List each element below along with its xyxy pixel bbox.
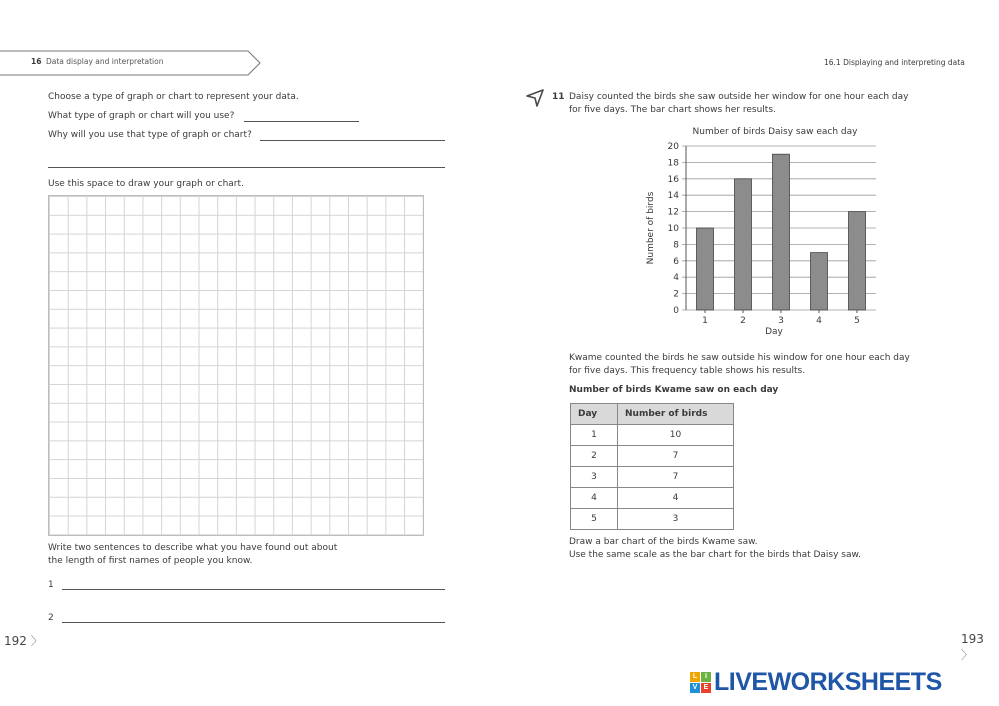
send-arrow-icon: [526, 89, 544, 107]
chart-bars: [697, 154, 866, 310]
chart-bar: [735, 179, 752, 310]
kwame-frequency-table: [570, 403, 734, 530]
liveworksheets-logo[interactable]: [690, 668, 942, 697]
write-instruction-line-1: Write two sentences to describe what you have found out about: [48, 543, 338, 553]
write-instruction-line-2: the length of first names of people you know.: [48, 556, 253, 566]
chart-y-tick-label: 0: [673, 306, 679, 316]
chart-x-tick-label: 1: [702, 316, 708, 326]
chart-x-tick-label: 5: [854, 316, 860, 326]
answer-number-1: 1: [48, 580, 54, 590]
chart-y-tick-label: 4: [673, 273, 679, 284]
chart-why-question: Why will you use that type of graph or chart?: [48, 130, 252, 140]
chart-y-tick-label: 18: [667, 158, 679, 169]
table-row: [571, 509, 734, 530]
chart-x-tick-label: 4: [816, 316, 822, 326]
right-page-number-text: 193: [961, 632, 984, 646]
table-title: Number of birds Kwame saw on each day: [569, 385, 779, 395]
logo-letter-v: V: [690, 683, 700, 693]
right-page-number: [961, 632, 999, 663]
table-row: [571, 467, 734, 488]
kwame-text-line-2: for five days. This frequency table shows his results.: [569, 366, 806, 376]
drawing-grid[interactable]: [48, 195, 424, 536]
sentence-answer-line-1[interactable]: [62, 589, 445, 590]
question-text-line-1: Daisy counted the birds she saw outside her window for one hour each day: [569, 92, 909, 102]
table-header-day: Day: [571, 404, 618, 425]
table-cell-day: 1: [571, 425, 618, 446]
table-cell-birds: 10: [618, 425, 734, 446]
chart-y-tick-label: 10: [667, 224, 679, 234]
chart-y-tick-label: 8: [673, 240, 679, 251]
chart-y-tick-label: 12: [667, 207, 679, 218]
answer-number-2: 2: [48, 613, 54, 623]
logo-squares-icon: [690, 672, 712, 694]
chapter-title: Data display and interpretation: [46, 57, 164, 66]
daisy-bar-chart: [638, 120, 888, 342]
chapter-header: [0, 50, 262, 80]
table-cell-day: 4: [571, 488, 618, 509]
table-cell-birds: 7: [618, 446, 734, 467]
table-cell-day: 2: [571, 446, 618, 467]
table-cell-birds: 4: [618, 488, 734, 509]
logo-letter-l: L: [690, 672, 700, 682]
right-page-arrow-icon: 〉: [961, 648, 974, 662]
table-row: [571, 488, 734, 509]
chapter-number: 16: [31, 57, 42, 66]
chart-why-answer-line-2[interactable]: [48, 167, 445, 168]
left-page-number-text: 192: [4, 634, 27, 648]
left-page-arrow-icon: 〉: [30, 634, 43, 648]
table-cell-day: 5: [571, 509, 618, 530]
logo-letter-i: I: [701, 672, 711, 682]
chart-y-axis-label: Number of birds: [646, 191, 656, 265]
choose-chart-prompt: Choose a type of graph or chart to represent your data.: [48, 92, 299, 102]
chart-bar: [773, 154, 790, 310]
chart-bar: [697, 228, 714, 310]
chart-x-tick-label: 2: [740, 316, 746, 326]
chart-why-answer-line-1[interactable]: [260, 140, 445, 141]
chart-y-tick-label: 6: [673, 256, 679, 267]
table-row: [571, 446, 734, 467]
chart-x-tick-labels: [702, 310, 860, 326]
chart-type-answer-line[interactable]: [244, 121, 359, 122]
question-number: 11: [552, 92, 565, 102]
draw-kwame-line-1: Draw a bar chart of the birds Kwame saw.: [569, 537, 758, 547]
kwame-text-line-1: Kwame counted the birds he saw outside his window for one hour each day: [569, 353, 910, 363]
chart-y-tick-label: 2: [673, 289, 679, 300]
table-row: [571, 425, 734, 446]
chart-y-tick-labels: [668, 142, 680, 316]
chart-type-question: What type of graph or chart will you use?: [48, 111, 235, 121]
table-cell-birds: 7: [618, 467, 734, 488]
draw-kwame-line-2: Use the same scale as the bar chart for the birds that Daisy saw.: [569, 550, 861, 560]
table-header-birds: Number of birds: [618, 404, 734, 425]
chart-title: Number of birds Daisy saw each day: [692, 127, 858, 137]
table-cell-birds: 3: [618, 509, 734, 530]
chart-y-tick-label: 20: [667, 142, 679, 152]
logo-text: LIVEWORKSHEETS: [714, 668, 942, 696]
chart-x-tick-label: 3: [778, 316, 784, 326]
chart-x-axis-label: Day: [765, 327, 783, 337]
sentence-answer-line-2[interactable]: [62, 622, 445, 623]
question-text-line-2: for five days. The bar chart shows her results.: [569, 105, 776, 115]
left-page-number: [4, 632, 43, 649]
table-cell-day: 3: [571, 467, 618, 488]
draw-instruction: Use this space to draw your graph or chart.: [48, 179, 244, 189]
chart-bar: [811, 253, 828, 310]
section-title: 16.1 Displaying and interpreting data: [824, 58, 965, 67]
chart-bar: [849, 212, 866, 310]
chart-y-tick-label: 14: [667, 191, 679, 202]
chart-y-tick-label: 16: [667, 174, 679, 185]
logo-letter-e: E: [701, 683, 711, 693]
